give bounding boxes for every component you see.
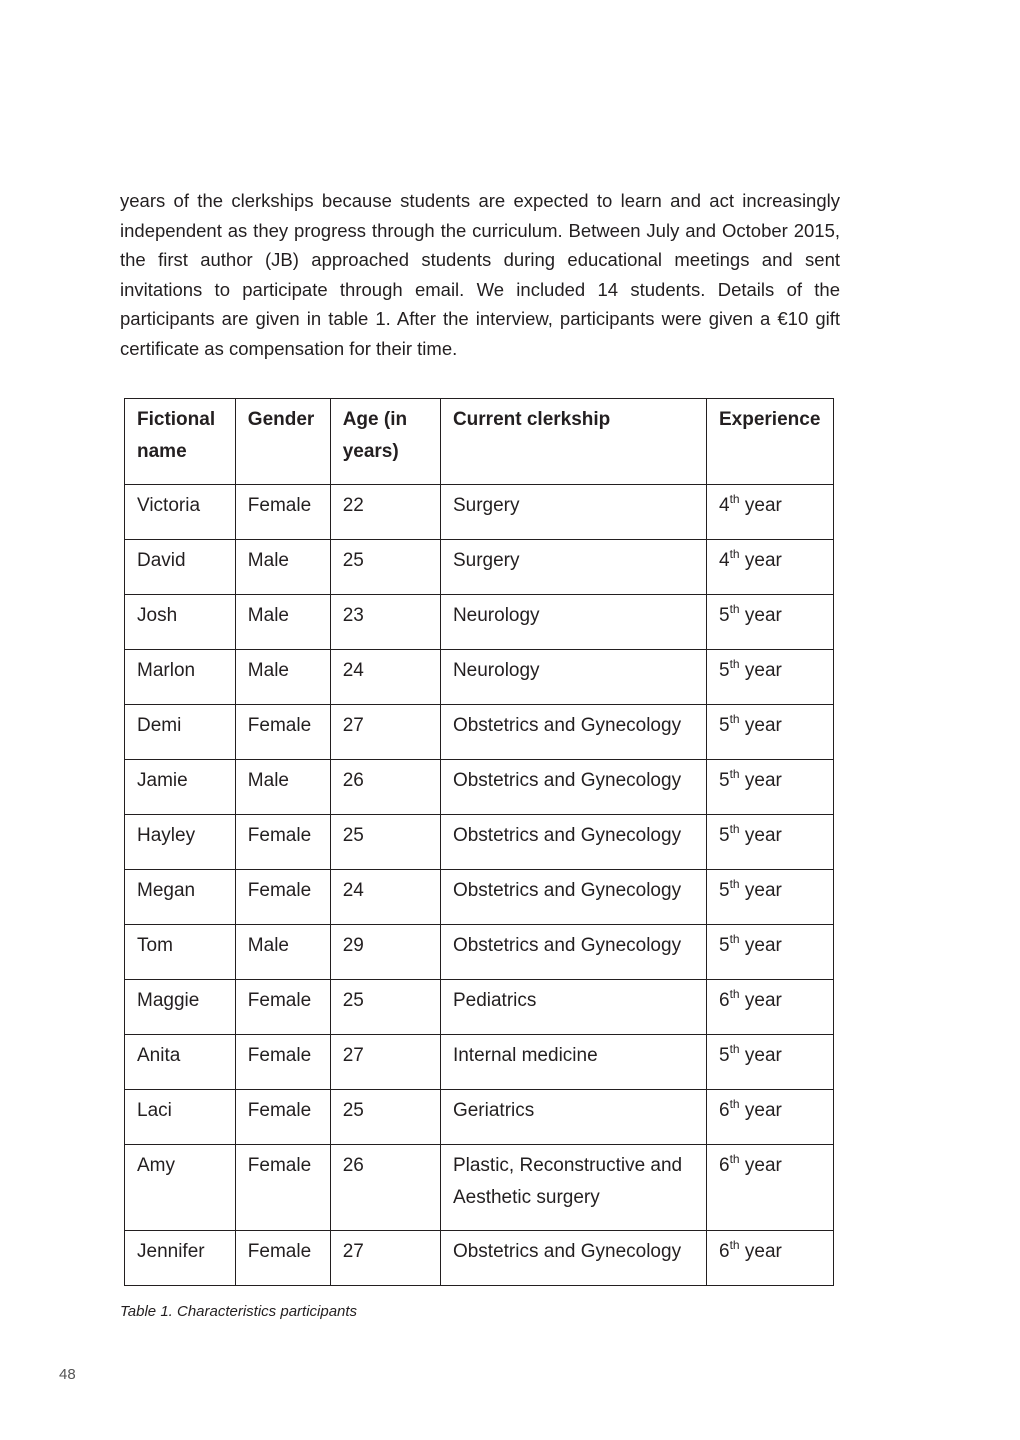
cell-age: 25 [330, 1090, 440, 1145]
cell-experience [707, 815, 834, 870]
cell-gender: Male [235, 650, 330, 705]
cell-experience [707, 705, 834, 760]
experience-number: 5 [719, 605, 730, 626]
cell-name: Amy [125, 1145, 236, 1231]
cell-name: Jamie [125, 760, 236, 815]
cell-experience [707, 485, 834, 540]
cell-name: Tom [125, 925, 236, 980]
experience-unit: year [739, 715, 782, 736]
cell-experience [707, 1145, 834, 1231]
cell-name: Marlon [125, 650, 236, 705]
cell-clerkship: Obstetrics and Gynecology [440, 870, 706, 925]
cell-experience [707, 980, 834, 1035]
experience-ordinal: th [729, 1097, 740, 1111]
table-row [125, 1035, 834, 1090]
cell-clerkship: Obstetrics and Gynecology [440, 1231, 706, 1286]
experience-number: 6 [719, 1155, 730, 1176]
experience-unit: year [739, 880, 782, 901]
header-gender: Gender [235, 399, 330, 485]
experience-ordinal: th [729, 767, 740, 781]
cell-gender: Female [235, 705, 330, 760]
experience-number: 6 [719, 1100, 730, 1121]
cell-gender: Female [235, 1090, 330, 1145]
cell-age: 22 [330, 485, 440, 540]
table-row [125, 1231, 834, 1286]
experience-ordinal: th [729, 1238, 740, 1252]
experience-number: 4 [719, 495, 730, 516]
experience-unit: year [739, 605, 782, 626]
experience-unit: year [739, 935, 782, 956]
experience-unit: year [739, 660, 782, 681]
cell-clerkship: Neurology [440, 595, 706, 650]
cell-name: Jennifer [125, 1231, 236, 1286]
cell-age: 27 [330, 705, 440, 760]
participants-table [124, 398, 834, 1286]
table-row [125, 485, 834, 540]
cell-experience [707, 540, 834, 595]
header-fictional-name: Fictional name [125, 399, 236, 485]
cell-age: 25 [330, 980, 440, 1035]
page-number: 48 [59, 1366, 76, 1383]
table-row [125, 1145, 834, 1231]
header-age: Age (in years) [330, 399, 440, 485]
cell-gender: Female [235, 980, 330, 1035]
cell-name: Megan [125, 870, 236, 925]
experience-unit: year [739, 1155, 782, 1176]
cell-name: Hayley [125, 815, 236, 870]
cell-gender: Female [235, 870, 330, 925]
cell-age: 25 [330, 540, 440, 595]
cell-gender: Male [235, 925, 330, 980]
cell-clerkship: Plastic, Reconstructive and Aesthetic surgery [440, 1145, 706, 1231]
experience-ordinal: th [729, 547, 740, 561]
cell-name: Laci [125, 1090, 236, 1145]
cell-age: 23 [330, 595, 440, 650]
table-row [125, 1090, 834, 1145]
cell-gender: Male [235, 540, 330, 595]
cell-gender: Female [235, 1145, 330, 1231]
cell-gender: Male [235, 595, 330, 650]
experience-ordinal: th [729, 822, 740, 836]
cell-age: 27 [330, 1035, 440, 1090]
table-row [125, 760, 834, 815]
experience-unit: year [739, 770, 782, 791]
cell-experience [707, 1090, 834, 1145]
experience-ordinal: th [729, 712, 740, 726]
table-row [125, 540, 834, 595]
experience-ordinal: th [729, 657, 740, 671]
body-paragraph: years of the clerkships because students are expected to learn and act increasingly independent as they progress through the curriculum. Between July and October 2015, the first author (JB) approached students during educational meetings and sent invitations to participate through email. We included 14 students. Details of the participants are given in table 1. After the interview, participants were given a €10 gift certificate as compensation for their time. [120, 190, 840, 359]
experience-number: 5 [719, 825, 730, 846]
experience-unit: year [739, 495, 782, 516]
cell-gender: Female [235, 1035, 330, 1090]
cell-experience [707, 595, 834, 650]
experience-unit: year [739, 1100, 782, 1121]
table-row [125, 815, 834, 870]
cell-gender: Female [235, 1231, 330, 1286]
cell-age: 27 [330, 1231, 440, 1286]
cell-clerkship: Geriatrics [440, 1090, 706, 1145]
experience-ordinal: th [729, 932, 740, 946]
cell-experience [707, 650, 834, 705]
experience-ordinal: th [729, 602, 740, 616]
table-header-row [125, 399, 834, 485]
cell-age: 26 [330, 760, 440, 815]
cell-name: Demi [125, 705, 236, 760]
table-row [125, 595, 834, 650]
cell-age: 25 [330, 815, 440, 870]
cell-clerkship: Internal medicine [440, 1035, 706, 1090]
experience-number: 5 [719, 770, 730, 791]
table-row [125, 705, 834, 760]
cell-clerkship: Pediatrics [440, 980, 706, 1035]
cell-age: 29 [330, 925, 440, 980]
experience-ordinal: th [729, 1042, 740, 1056]
cell-name: David [125, 540, 236, 595]
table-row [125, 925, 834, 980]
experience-unit: year [739, 1045, 782, 1066]
cell-gender: Female [235, 485, 330, 540]
cell-experience [707, 925, 834, 980]
cell-experience [707, 1035, 834, 1090]
cell-clerkship: Neurology [440, 650, 706, 705]
header-current-clerkship: Current clerkship [440, 399, 706, 485]
cell-clerkship: Obstetrics and Gynecology [440, 925, 706, 980]
table-row [125, 870, 834, 925]
cell-name: Josh [125, 595, 236, 650]
experience-unit: year [739, 550, 782, 571]
cell-clerkship: Obstetrics and Gynecology [440, 815, 706, 870]
cell-gender: Male [235, 760, 330, 815]
experience-unit: year [739, 990, 782, 1011]
cell-name: Victoria [125, 485, 236, 540]
cell-clerkship: Obstetrics and Gynecology [440, 760, 706, 815]
experience-ordinal: th [729, 877, 740, 891]
cell-gender: Female [235, 815, 330, 870]
cell-age: 26 [330, 1145, 440, 1231]
cell-clerkship: Obstetrics and Gynecology [440, 705, 706, 760]
experience-number: 5 [719, 715, 730, 736]
cell-clerkship: Surgery [440, 540, 706, 595]
cell-name: Anita [125, 1035, 236, 1090]
cell-age: 24 [330, 650, 440, 705]
experience-number: 6 [719, 1241, 730, 1262]
experience-ordinal: th [729, 1152, 740, 1166]
cell-name: Maggie [125, 980, 236, 1035]
table-row [125, 650, 834, 705]
experience-number: 5 [719, 935, 730, 956]
experience-number: 5 [719, 1045, 730, 1066]
cell-age: 24 [330, 870, 440, 925]
cell-experience [707, 870, 834, 925]
experience-number: 4 [719, 550, 730, 571]
experience-number: 5 [719, 880, 730, 901]
experience-ordinal: th [729, 492, 740, 506]
cell-clerkship: Surgery [440, 485, 706, 540]
experience-ordinal: th [729, 987, 740, 1001]
experience-number: 5 [719, 660, 730, 681]
experience-number: 6 [719, 990, 730, 1011]
experience-unit: year [739, 825, 782, 846]
cell-experience [707, 1231, 834, 1286]
header-experience: Experience [707, 399, 834, 485]
experience-unit: year [739, 1241, 782, 1262]
cell-experience [707, 760, 834, 815]
table-row [125, 980, 834, 1035]
table-caption: Table 1. Characteristics participants [120, 1303, 358, 1320]
